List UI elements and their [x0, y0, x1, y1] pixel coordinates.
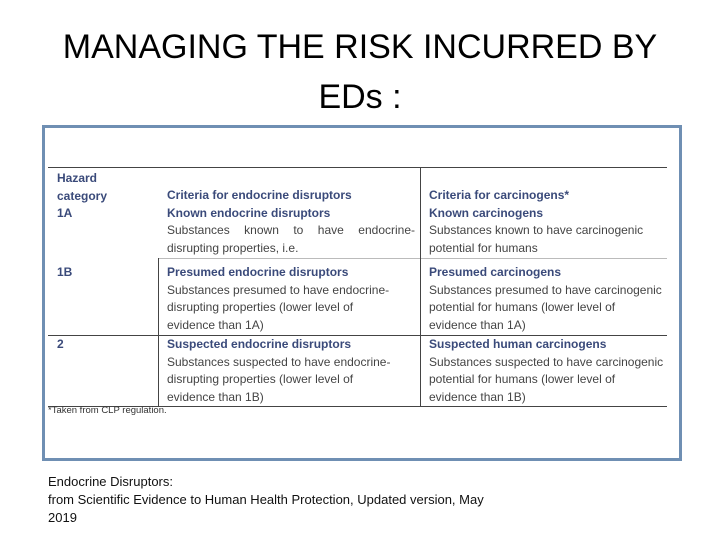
ed-2-line-3: evidence than 1B): [167, 389, 264, 404]
carc-1b-title: Presumed carcinogens: [429, 265, 562, 279]
category-2: 2: [57, 337, 64, 351]
ed-2-line-2: disrupting properties (lower level of: [167, 372, 354, 386]
carc-1a-line-1: Substances known to have carcinogenic: [429, 223, 644, 237]
ed-1a-line-2: disrupting properties, i.e.: [167, 240, 299, 255]
table-footnote: *Taken from CLP regulation.: [48, 405, 167, 416]
carc-1b-line-3: evidence than 1A): [429, 317, 526, 332]
ed-2-title: Suspected endocrine disruptors: [167, 337, 352, 351]
carc-1a-title: Known carcinogens: [429, 205, 544, 220]
ed-cell-1b: [167, 264, 415, 334]
category-1b: 1B: [57, 265, 73, 279]
hazard-category-header: [57, 170, 152, 223]
carc-cell-2: [429, 336, 665, 406]
carc-2-line-1: Substances suspected to have carcinogenic: [429, 354, 664, 369]
ed-1a-title: Known endocrine disruptors: [167, 205, 331, 220]
slide-title: [0, 22, 720, 122]
carc-1a-line-2: potential for humans: [429, 240, 538, 255]
column-divider-1: [158, 258, 159, 406]
caption-line-2: from Scientific Evidence to Human Health Protection, Updated version, May: [48, 492, 484, 507]
carc-column-header: Criteria for carcinogens*: [429, 188, 570, 202]
category-1a: 1A: [57, 206, 73, 220]
table-image-frame: [42, 125, 682, 461]
carc-cell-1b: [429, 264, 665, 334]
category-1b-cell: [57, 264, 72, 282]
hazard-header-line-1: Hazard: [57, 171, 98, 185]
slide-title-line-2: EDs :: [318, 78, 402, 116]
carc-cell-1a: [429, 187, 665, 257]
caption-line-3: 2019: [48, 510, 77, 525]
source-caption: [48, 473, 648, 527]
ed-cell-1a: [167, 187, 415, 257]
ed-1b-title: Presumed endocrine disruptors: [167, 265, 349, 279]
ed-column-header: Criteria for endocrine disruptors: [167, 188, 352, 202]
caption-line-1: Endocrine Disruptors:: [48, 474, 173, 489]
hazard-header-line-2: category: [57, 188, 108, 203]
ed-1a-line-1: Substances known to have endocrine-: [167, 223, 415, 237]
ed-1b-line-1: Substances presumed to have endocrine-: [167, 282, 390, 297]
slide-title-line-1: MANAGING THE RISK INCURRED BY: [62, 28, 658, 66]
carc-2-line-2: potential for humans (lower level of: [429, 372, 616, 386]
ed-1b-line-2: disrupting properties (lower level of: [167, 300, 354, 314]
carc-1b-line-1: Substances presumed to have carcinogenic: [429, 282, 662, 297]
table-top-rule: [48, 167, 667, 168]
row-divider-1: [158, 258, 667, 259]
column-divider-2: [420, 167, 421, 406]
ed-2-line-1: Substances suspected to have endocrine-: [167, 354, 391, 369]
category-2-cell: [57, 336, 64, 354]
carc-1b-line-2: potential for humans (lower level of: [429, 300, 616, 314]
carc-2-title: Suspected human carcinogens: [429, 337, 607, 351]
carc-2-line-3: evidence than 1B): [429, 389, 526, 404]
ed-1b-line-3: evidence than 1A): [167, 317, 264, 332]
ed-cell-2: [167, 336, 415, 406]
